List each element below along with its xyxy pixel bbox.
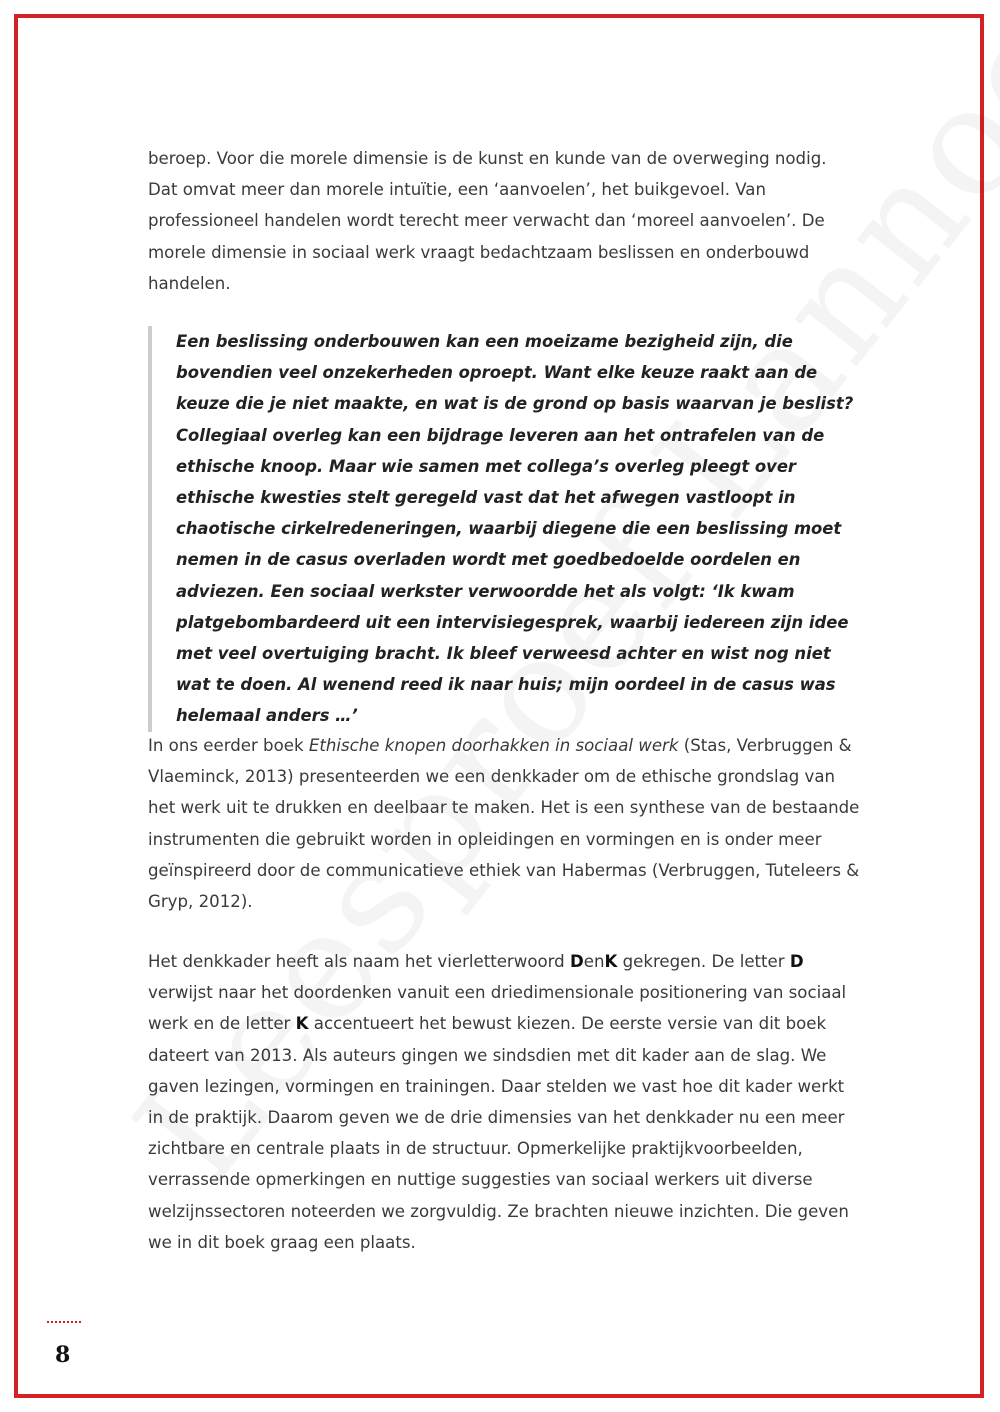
block-quote [148, 326, 866, 732]
paragraph-book [148, 730, 860, 917]
letter-k: K [295, 1014, 309, 1034]
letter-k: K [604, 952, 618, 971]
text: Het denkkader heeft als naam het vierletterwoord [148, 952, 570, 971]
text: gekregen. De letter [617, 952, 790, 971]
text: In ons eerder boek [148, 736, 309, 755]
text: en [583, 952, 605, 971]
paragraph-intro: beroep. Voor die morele dimensie is de kunst en kunde van de overweging nodig. Dat omvat meer dan morele intuïtie, een ‘aanvoelen’, het buikgevoel. Van professioneel handelen wordt terecht meer verwacht dan ‘moreel aanvoelen’. De morele dimensie in sociaal werk vraagt bedachtzaam beslissen en onderbouwd handelen. [148, 149, 827, 293]
text: (Stas, Verbruggen & Vlaeminck, 2013) presenteerden we een denkkader om de ethische grondslag van het werk uit te drukken en deelbaar te maken. Het is een synthese van de bestaande instrumenten die gebruikt worden in opleidingen en vormingen en is onder meer geïnspireerd door de communicatieve ethiek van Habermas (Verbruggen, Tuteleers & Gryp, 2012). [148, 736, 860, 912]
letter-d: D [569, 952, 584, 971]
page-number-dots [47, 1321, 81, 1323]
page-number: 8 [55, 1342, 71, 1368]
book-title: Ethische knopen doorhakken in sociaal werk [308, 736, 679, 755]
text: accentueert het bewust kiezen. De eerste versie van dit boek dateert van 2013. Als auteurs gingen we sindsdien met dit kader aan de slag. We gaven lezingen, vormingen en trainingen. Daar stelden we vast hoe dit kader werkt in de praktijk. Daarom geven we de drie dimensies van het denkkader nu een meer zichtbare en centrale plaats in de structuur. Opmerkelijke praktijkvoorbeelden, verrassende opmerkingen en nuttige suggesties van sociaal werkers uit diverse welzijnssectoren noteerden we zorgvuldig. Ze brachten nieuwe inzichten. Die geven we in dit boek graag een plaats. [148, 1014, 849, 1252]
text: verwijst naar het doordenken vanuit een driedimensionale positionering van sociaal werk en de letter [148, 983, 847, 1034]
quote-text: Een beslissing onderbouwen kan een moeizame bezigheid zijn, die bovendien veel onzekerheden oproept. Want elke keuze raakt aan de keuze die je niet maakte, en wat is de grond op basis waarvan je beslist? Collegiaal overleg kan een bijdrage leveren aan het ontrafelen van de ethische knoop. Maar wie samen met collega’s overleg pleegt over ethische kwesties stelt geregeld vast dat het afwegen vastloopt in chaotische cirkelredeneringen, waarbij diegene die een beslissing moet nemen in de casus overladen wordt met goedbedoelde oordelen en adviezen. Een sociaal werkster verwoordde het als volgt: ‘Ik kwam platgebombardeerd uit een intervisiegesprek, waarbij iedereen zijn idee met veel overtuiging bracht. Ik bleef verweesd achter en wist nog niet wat te doen. Al wenend reed ik naar huis; mijn oordeel in de casus was helemaal anders …’ [176, 332, 854, 726]
letter-d: D [789, 952, 804, 971]
paragraph-denkkader [148, 946, 860, 1258]
